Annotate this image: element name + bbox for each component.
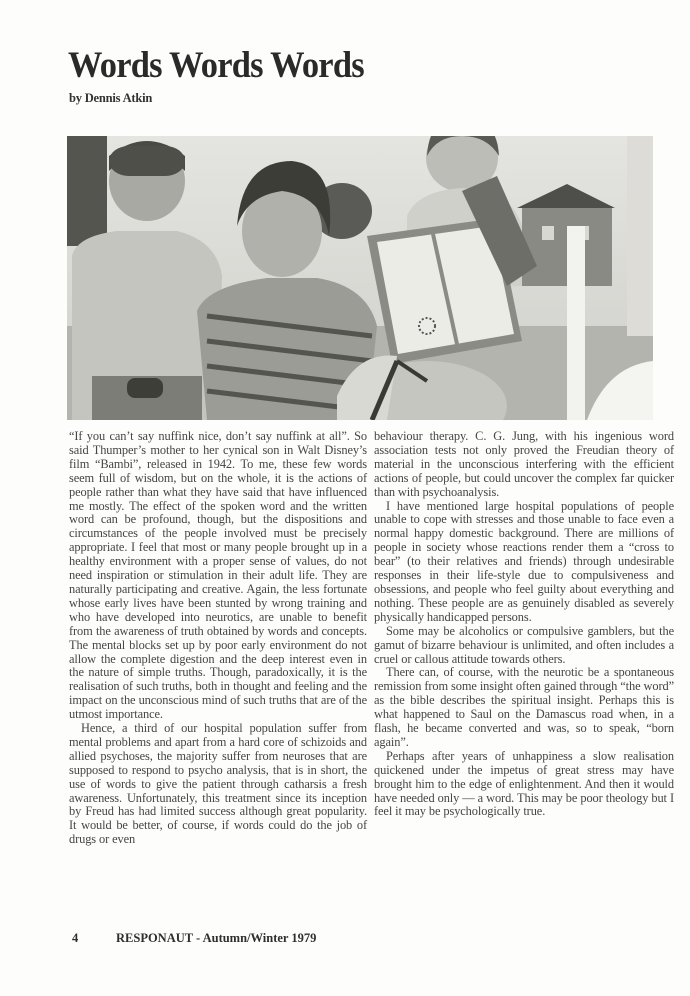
page-number: 4 [72, 931, 79, 945]
article-photo [67, 136, 653, 420]
paragraph: Hence, a third of our hospital population suffer from mental problems and apart from a hard core of schizoids and allied psychoses, the majority suffer from neuroses that are supposed to respond to psycho analysis, that is in short, the use of words to give the patient through catharsis a fresh awareness. Unfortunately, this treatment since its inception by Freud has had limited success although great popularity. It would be better, of course, if words could do the job of drugs or even [69, 721, 367, 847]
paragraph: Some may be alcoholics or compulsive gamblers, but the gamut of bizarre behaviour is unlimited, and often includes a cruel or callous attitude towards others. [374, 623, 674, 666]
paragraph: I have mentioned large hospital populations of people unable to cope with stresses and those unable to face even a normal happy domestic background. There are millions of people in society whose reactions render them a “cross to bear” (to their relatives and friends) through undesirable responses in their life-style due to compulsiveness and obsessions, and people who feel guilty about everything and nothing. These people are as genuinely disabled as severely physically handicapped persons. [374, 498, 674, 624]
paragraph: behaviour therapy. C. G. Jung, with his ingenious word association tests not only proved the Freudian theory of material in the unconscious interfering with the efficient actions of people, but could uncover the complex far quicker than with psychoanalysis. [374, 429, 674, 499]
byline: by Dennis Atkin [69, 91, 153, 105]
paragraph: There can, of course, with the neurotic be a spontaneous remission from some insight often gained through “the word” as the bible describes the spiritual insight. Perhaps this is what happened to Saul on the Damascus road when, in a flash, he became converted and was, so to speak, “born again”. [374, 665, 674, 749]
paragraph: Perhaps after years of unhappiness a slow realisation quickened under the impetus of great stress may have brought him to the edge of enlightenment. And then it would have needed only — a word. This may be poor theology but I feel it may be psychologically true. [374, 748, 674, 819]
article-column-left [69, 430, 367, 847]
paragraph: “If you can’t say nuffink nice, don’t say nuffink at all”. So said Thumper’s mother to her cynical son in Walt Disney’s film “Bambi”, released in 1942. To me, these few words seem full of wisdom, but on the whole, it is the actions of people rather than what they have said that have influenced me mostly. The effect of the spoken word and the written word can be profound, though, but the dispositions and circumstances of the people involved must be precisely appropriate. I feel that most or many people brought up in a healthy environment with a proper sense of values, do not need inspiration or stimulation in their adult life. They are naturally participating and creative. Again, the less fortunate whose early lives have been stunted by wrong training and who have developed into neurotics, are unable to benefit from the awareness of truth obtained by words and concepts. The mental blocks set up by poor early environment do not allow the complete digestion and the deep interest even in the nature of simple truths. Though, paradoxically, it is the realisation of such truths, both in thought and feeling and the impact on the unconscious mind of such truths that are of the utmost importance. [69, 429, 367, 722]
photo-illustration [67, 136, 653, 420]
page-footer [72, 931, 316, 946]
article-column-right [374, 430, 674, 819]
publication-name: RESPONAUT - Autumn/Winter 1979 [116, 931, 317, 945]
article-title: Words Words Words [68, 45, 364, 86]
